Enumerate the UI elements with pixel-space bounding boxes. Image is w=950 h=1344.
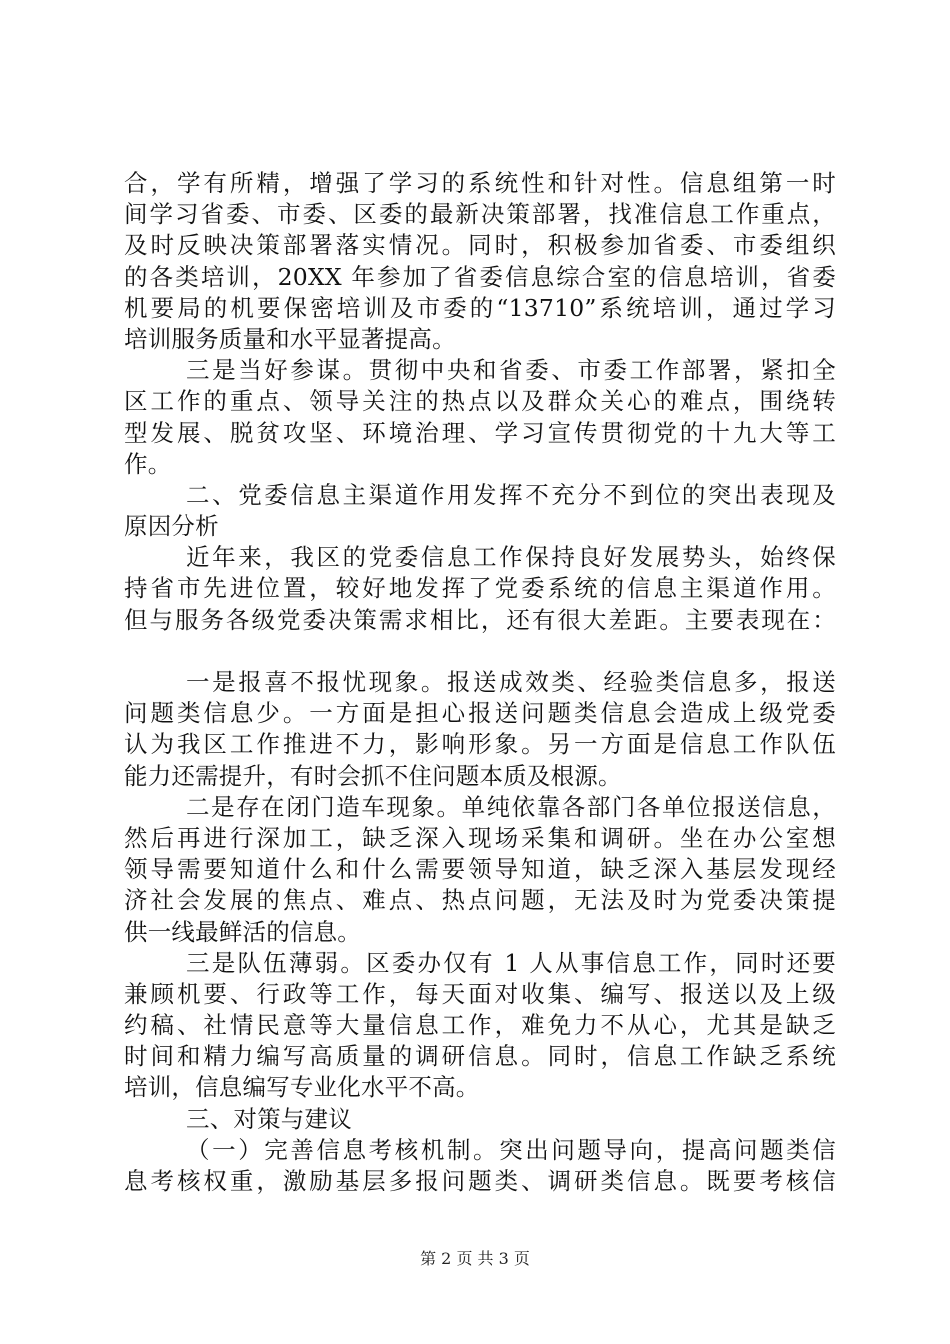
text-line: 然后再进行深加工，缺乏深入现场采集和调研。坐在办公室想 bbox=[124, 823, 836, 852]
text-line: 机要局的机要保密培训及市委的“13710”系统培训，通过学习 bbox=[124, 293, 836, 322]
page-number-footer: 第 2 页 共 3 页 bbox=[420, 1249, 530, 1268]
text-line: 供一线最鲜活的信息。 bbox=[124, 917, 361, 946]
text-line: 领导需要知道什么和什么需要领导知道，缺乏深入基层发现经 bbox=[124, 855, 836, 884]
text-line: （一）完善信息考核机制。突出问题导向，提高问题类信 bbox=[186, 1135, 836, 1164]
text-line: 一是报喜不报忧现象。报送成效类、经验类信息多，报送 bbox=[186, 668, 836, 696]
text-line: 二、党委信息主渠道作用发挥不充分不到位的突出表现及 bbox=[186, 480, 836, 509]
text-line: 持省市先进位置，较好地发挥了党委系统的信息主渠道作用。 bbox=[124, 574, 836, 603]
text-line: 但与服务各级党委决策需求相比，还有很大差距。主要表现在： bbox=[124, 605, 836, 634]
text-line: 原因分析 bbox=[124, 512, 219, 541]
text-line: 间学习省委、市委、区委的最新决策部署，找准信息工作重点， bbox=[124, 200, 836, 229]
text-line: 区工作的重点、领导关注的热点以及群众关心的难点，围绕转 bbox=[124, 387, 836, 416]
text-line: 息考核权重，激励基层多报问题类、调研类信息。既要考核信 bbox=[124, 1167, 836, 1195]
text-line: 作。 bbox=[124, 449, 172, 478]
document-body bbox=[124, 168, 836, 1197]
text-line: 型发展、脱贫攻坚、环境治理、学习宣传贯彻党的十九大等工 bbox=[124, 418, 836, 447]
text-line: 约稿、社情民意等大量信息工作，难免力不从心，尤其是缺乏 bbox=[124, 1011, 836, 1040]
text-line: 时间和精力编写高质量的调研信息。同时，信息工作缺乏系统 bbox=[124, 1042, 836, 1071]
text-line: 的各类培训，20XX 年参加了省委信息综合室的信息培训，省委 bbox=[124, 262, 836, 291]
text-line: 培训服务质量和水平显著提高。 bbox=[124, 324, 456, 353]
text-line: 兼顾机要、行政等工作，每天面对收集、编写、报送以及上级 bbox=[124, 979, 836, 1008]
text-line: 近年来，我区的党委信息工作保持良好发展势头，始终保 bbox=[186, 543, 836, 572]
text-line: 能力还需提升，有时会抓不住问题本质及根源。 bbox=[124, 761, 622, 790]
text-line: 及时反映决策部署落实情况。同时，积极参加省委、市委组织 bbox=[124, 231, 836, 260]
text-line: 济社会发展的焦点、难点、热点问题，无法及时为党委决策提 bbox=[124, 886, 836, 915]
text-line: 认为我区工作推进不力，影响形象。另一方面是信息工作队伍 bbox=[124, 730, 836, 759]
text-line: 合，学有所精，增强了学习的系统性和针对性。信息组第一时 bbox=[124, 169, 836, 197]
text-line: 三、对策与建议 bbox=[186, 1104, 352, 1133]
text-line: 三是队伍薄弱。区委办仅有 1 人从事信息工作，同时还要 bbox=[186, 948, 836, 977]
text-line: 培训，信息编写专业化水平不高。 bbox=[124, 1073, 480, 1102]
text-line: 问题类信息少。一方面是担心报送问题类信息会造成上级党委 bbox=[124, 699, 836, 728]
blank-line bbox=[124, 636, 836, 667]
text-line: 三是当好参谋。贯彻中央和省委、市委工作部署，紧扣全 bbox=[186, 356, 836, 385]
text-line: 二是存在闭门造车现象。单纯依靠各部门各单位报送信息， bbox=[186, 792, 836, 821]
